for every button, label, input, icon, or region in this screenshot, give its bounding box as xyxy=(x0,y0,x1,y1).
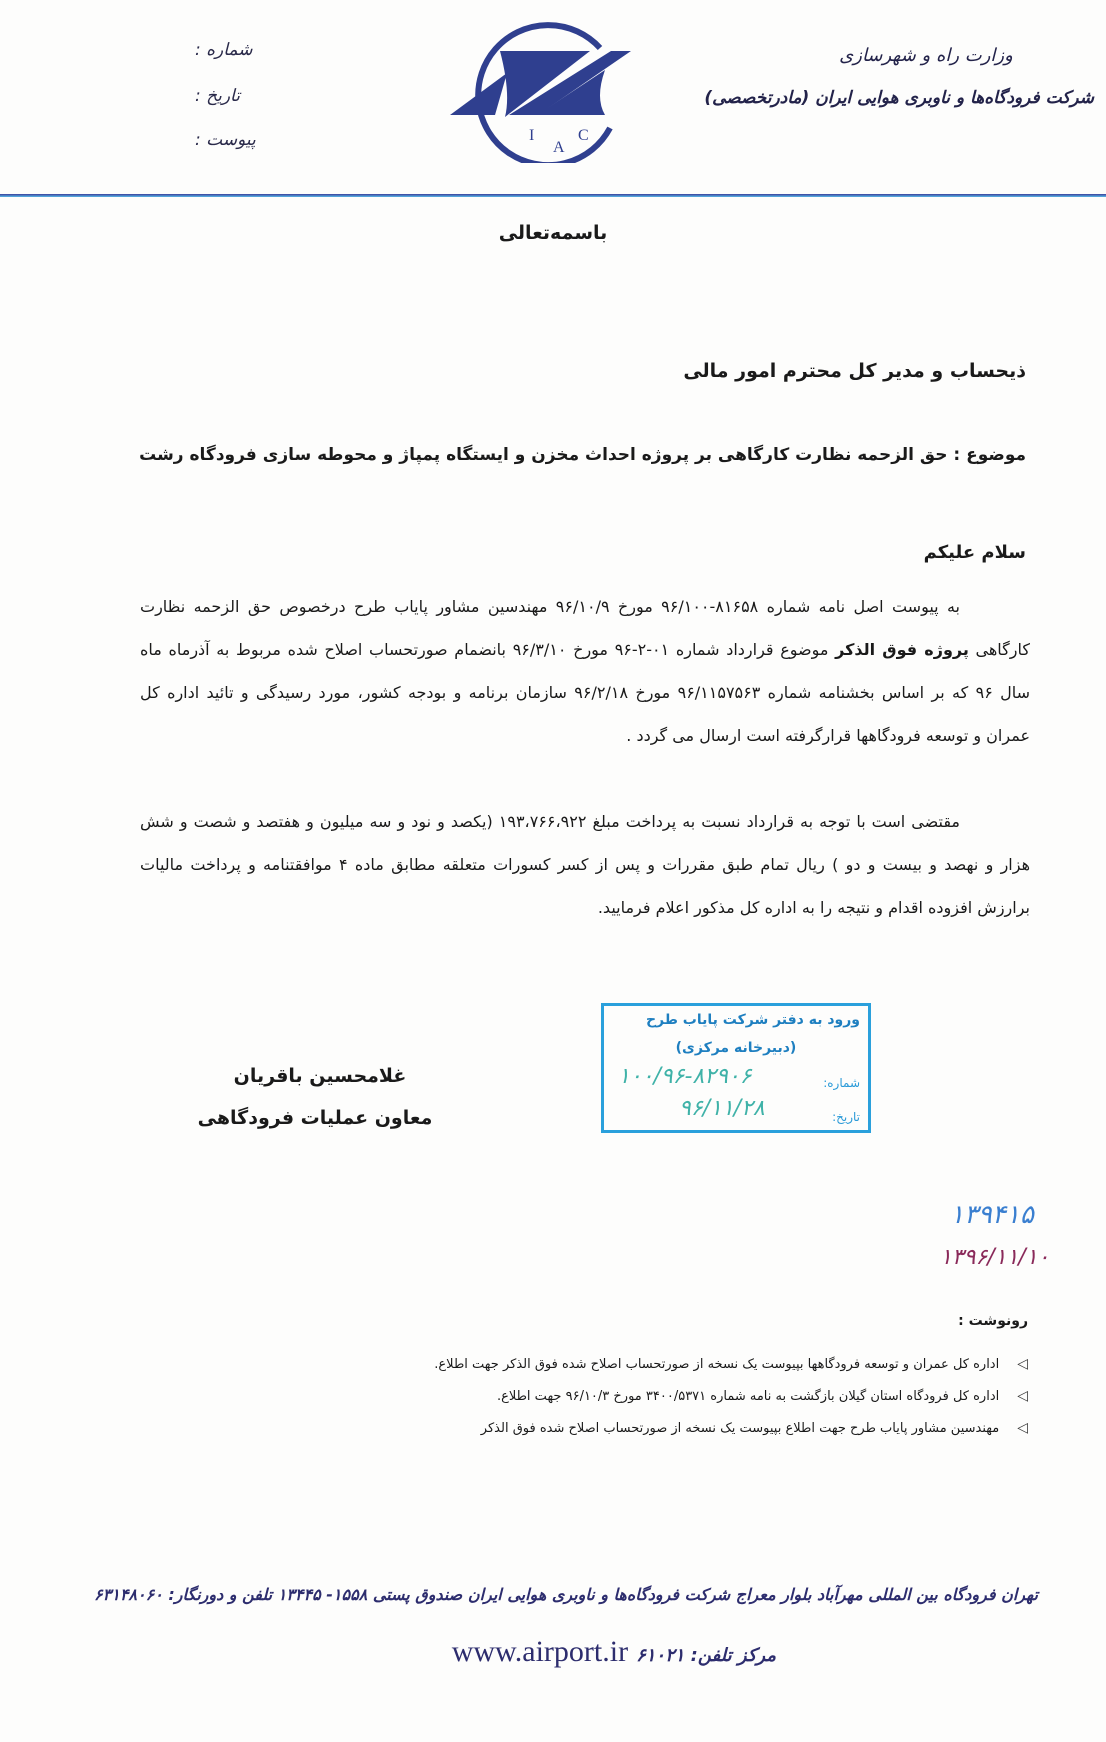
stamp-subtitle: (دبیرخانه مرکزی) xyxy=(675,1040,797,1056)
signatory-name: غلامحسین باقریان xyxy=(233,1065,407,1087)
logo-letter-a: A xyxy=(553,139,565,156)
company-name: شرکت فرودگاه‌ها و ناوبری هوایی ایران (مادرتخصصی) xyxy=(704,88,1094,108)
arrow-bullet-icon: ◁ xyxy=(1017,1420,1028,1436)
footer-website-link[interactable]: www.airport.ir xyxy=(451,1635,629,1668)
logo-letter-c: C xyxy=(578,127,589,144)
bismillah-heading: باسمه‌تعالی xyxy=(498,222,608,244)
cc-item xyxy=(268,1420,1028,1436)
handwritten-number: ۱۳۹۴۱۵ xyxy=(950,1200,1034,1230)
cc-item-text: مهندسین مشاور پایاب طرح جهت اطلاع بپیوست یک نسخه از صورتحساب اصلاح شده فوق الذکر xyxy=(480,1420,1000,1436)
logo-letter-i: I xyxy=(529,127,535,144)
ministry-name: وزارت راه و شهرسازی xyxy=(839,45,1013,66)
cc-item-text: اداره کل عمران و توسعه فرودگاهها بپیوست یک نسخه از صورتحساب اصلاح شده فوق الذکر جهت اطلاع. xyxy=(434,1356,1000,1372)
greeting: سلام علیکم xyxy=(923,542,1026,563)
p1-bold-text: پروژه فوق الذکر xyxy=(835,640,969,659)
receipt-stamp xyxy=(601,1003,871,1133)
footer-address: تهران فرودگاه بین المللی مهرآباد بلوار معراج شرکت فرودگاه‌ها و ناوبری هوایی ایران صندوق پستی ۱۵۵۸- ۱۳۴۴۵ تلفن و دورنگار: ۶۳۱۴۸۰۶۰ xyxy=(94,1585,1038,1604)
cc-item-text: اداره کل فرودگاه استان گیلان بازگشت به نامه شماره ۳۴۰۰/۵۳۷۱ مورخ ۹۶/۱۰/۳ جهت اطلاع. xyxy=(496,1388,1000,1404)
attachment-field-label: پیوست : xyxy=(195,130,256,150)
body-paragraph-2: مقتضی است با توجه به قرارداد نسبت به پرداخت مبلغ ۱۹۳،۷۶۶،۹۲۲ (یکصد و نود و سه میلیون و هفتصد و شصت و شش هزار و نهصد و بیست و دو ) ریال تمام طبق مقررات و پس از کسر کسورات متعلقه مطابق ماده ۴ موافقتنامه و پرداخت مالیات برارزش افزوده اقدام و نتیجه را به اداره کل مذکور اعلام فرمایید. xyxy=(140,812,1031,917)
header-divider xyxy=(0,194,1106,197)
stamp-date-label: تاریخ: xyxy=(832,1110,860,1124)
arrow-bullet-icon: ◁ xyxy=(1017,1388,1028,1404)
p1-text-b: موضوع قرارداد شماره ۰۱-۲-۹۶ مورخ ۹۶/۳/۱۰ بانضمام صورتحساب اصلاح شده مربوط به آذرماه ماه سال ۹۶ که بر اساس بخشنامه شماره ۹۶/۱۱۵۷۵۶۳ مورخ ۹۶/۲/۱۸ سازمان برنامه و بودجه کشور، مورد رسیدگی و تائید اداره کل عمران و توسعه فرودگاهها قرارگرفته است ارسال می گردد . xyxy=(140,640,1031,745)
footer-phone-center: مرکز تلفن: ۶۱۰۲۱ xyxy=(636,1645,776,1666)
number-field-label: شماره : xyxy=(195,40,253,60)
cc-item xyxy=(268,1388,1028,1404)
subject-line: موضوع : حق الزحمه نظارت کارگاهی بر پروژه احداث مخزن و ایستگاه پمپاژ و محوطه سازی فرودگاه رشت xyxy=(139,445,1026,465)
stamp-number-value: ۱۰۰/۹۶-۸۲۹۰۶ xyxy=(618,1064,752,1089)
handwritten-date: ۱۳۹۶/۱۱/۱۰ xyxy=(940,1245,1050,1270)
p1-text-a: به پیوست اصل نامه شماره ۸۱۶۵۸-۹۶/۱۰۰ مورخ ۹۶/۱۰/۹ مهندسین مشاور پایاب طرح درخصوص حق الزحمه نظارت کارگاهی xyxy=(140,597,1031,659)
stamp-date-value: ۹۶/۱۱/۲۸ xyxy=(679,1096,765,1121)
stamp-number-label: شماره: xyxy=(823,1076,860,1090)
date-field-label: تاریخ : xyxy=(195,86,240,106)
cc-item xyxy=(268,1356,1028,1372)
footer-contact xyxy=(452,1635,776,1669)
iac-logo xyxy=(445,18,675,163)
body-paragraph-1 xyxy=(140,585,1030,757)
cc-title: رونوشت : xyxy=(958,1313,1028,1329)
arrow-bullet-icon: ◁ xyxy=(1017,1356,1028,1372)
addressee: ذیحساب و مدیر کل محترم امور مالی xyxy=(683,360,1026,382)
stamp-title: ورود به دفتر شرکت پایاب طرح xyxy=(645,1012,860,1028)
signatory-title: معاون عملیات فرودگاهی xyxy=(197,1107,433,1129)
